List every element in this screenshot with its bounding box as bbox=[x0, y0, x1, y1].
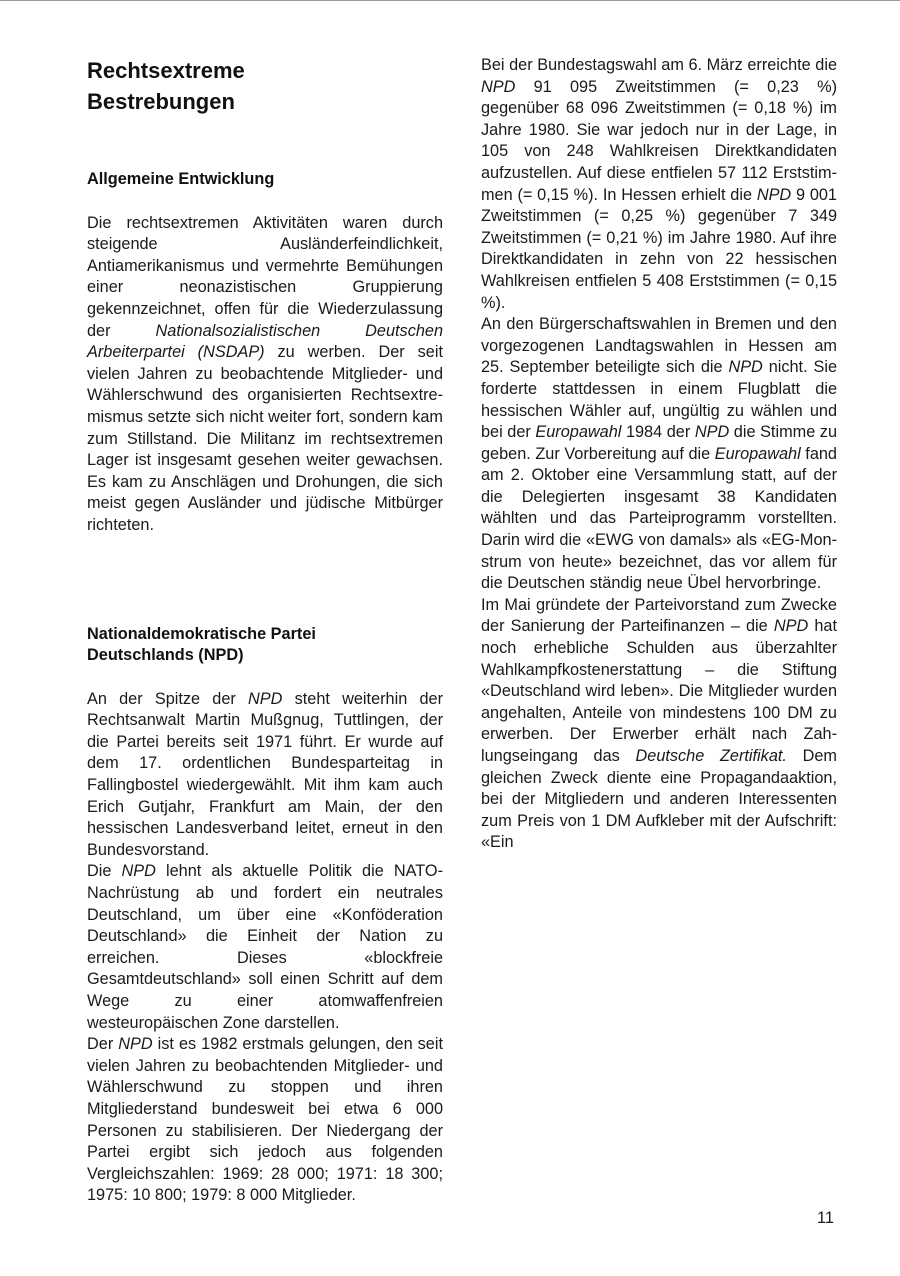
paragraph-allgemeine-entwicklung bbox=[87, 213, 443, 537]
paragraph-npd-stiftung bbox=[481, 595, 837, 854]
text-run: 9 001 Zweitstimmen (= 0,25 %) gegenüber 7 349 Zweitstimmen (= 0,21 %) im Jahre 1980. Auf ihre Direktkandidaten in zehn von 22 hessischen Wahlkreisen entfielen 5 408 Erststimmen (= 0,15 %). bbox=[481, 185, 837, 312]
text-run: Im Mai gründete der Parteivorstand zum Zwecke der Sanierung der Parteifinanzen – die bbox=[481, 595, 837, 636]
paragraph-npd-wahlen-bremen-hessen bbox=[481, 314, 837, 595]
page-title-line-1: Rechtsextreme bbox=[87, 58, 245, 83]
italic-party-name: Nationalsozialistischen Deutschen Arbeiterpartei (NSDAP) bbox=[87, 321, 443, 362]
text-run: Bei der Bundestagswahl am 6. März erreichte die bbox=[481, 56, 837, 74]
section-heading-npd-line-1: Nationaldemokratische Partei bbox=[87, 624, 316, 643]
italic-npd: NPD bbox=[728, 358, 763, 377]
section-heading-allgemeine-entwicklung: Allgemeine Entwicklung bbox=[87, 170, 275, 188]
paragraph-npd-policy bbox=[87, 861, 443, 1034]
italic-npd: NPD bbox=[121, 862, 156, 881]
italic-npd: NPD bbox=[118, 1035, 153, 1054]
text-run: die Stimme zu geben. Zur Vorbereitung auf die bbox=[481, 423, 837, 463]
italic-npd: NPD bbox=[481, 77, 516, 96]
text-run: Der bbox=[87, 1035, 119, 1054]
italic-npd: NPD bbox=[248, 689, 283, 708]
paragraph-npd-leadership bbox=[87, 689, 443, 862]
paragraph-npd-membership bbox=[87, 1034, 443, 1207]
text-run: zu werben. Der seit vielen Jahren zu beobachtende Mitglieder- und Wählerschwund des organisierten Rechtsextremismus setzte sich nicht weiter fort, sondern kam zum Stillstand. Die Militanz im rechtsextremen Lager ist insgesamt gesehen weiter gewachsen. Es kam zu Anschlägen und Drohungen, die sich meist gegen Ausländer und jüdische Mitbürger richteten. bbox=[87, 343, 443, 534]
page-title-line-2: Bestrebungen bbox=[87, 89, 235, 114]
text-run: nicht. Sie forderte stattdessen in einem Flugblatt die hessischen Wähler auf, ungültig zu wählen und bei der bbox=[481, 358, 837, 442]
text-run: Die rechtsextremen Aktivitäten waren durch steigende Ausländerfeindlichkeit, Antiamerikanismus und vermehrte Bemühungen einer neonazistischen Gruppierung gekennzeichnet, offen für die Wiederzulassung der bbox=[87, 213, 443, 340]
text-run: fand am 2. Oktober eine Versammlung statt, auf der die Delegierten insgesamt 38 Kandidaten wählten und das Parteiprogramm vorstellten. Darin wird die «EWG von damals» als «EG-Monstrum von heute» bezeichnet, das vor allem für die Deutschen ständig neue Übel hervorbringe. bbox=[481, 444, 837, 593]
section-heading-npd-line-2: Deutschlands (NPD) bbox=[87, 646, 244, 665]
italic-deutsche-zertifikat: Deutsche Zertifikat. bbox=[635, 747, 787, 765]
top-rule bbox=[0, 0, 900, 1]
left-column bbox=[87, 55, 443, 1207]
text-run: 91 095 Zweitstimmen (= 0,23 %) gegenüber 68 096 Zweitstimmen (= 0,18 %) im Jahre 1980. Sie war jedoch nur in der Lage, in 105 von 248 Wahlkreisen Direktkandidaten aufzustellen. Auf diese entfielen 57 112 Erststimmen (= 0,15 %). In Hessen erhielt die bbox=[481, 77, 837, 204]
text-run: Dem gleichen Zweck diente eine Propagandaaktion, bei der Mitgliedern und anderen Interessenten zum Preis von 1 DM Aufkleber mit der Aufschrift: «Ein bbox=[481, 747, 837, 852]
paragraph-npd-bundestagswahl bbox=[481, 55, 837, 314]
right-column bbox=[481, 55, 837, 854]
italic-npd: NPD bbox=[773, 617, 809, 636]
italic-npd: NPD bbox=[694, 423, 730, 442]
text-run: Die bbox=[87, 862, 122, 881]
italic-europawahl: Europawahl bbox=[714, 444, 801, 463]
italic-europawahl: Europawahl bbox=[535, 423, 622, 442]
text-run: steht weiterhin der Rechtsanwalt Martin Mußgnug, Tuttlingen, der die Partei bereits seit 1971 führt. Er wurde auf dem 17. ordentlichen Bundesparteitag in Fallingbostel wiedergewählt. Mit ihm kam auch Erich Gutjahr, Frankfurt am Main, der den hessischen Landesverband leitet, erneut in den Bundesvorstand. bbox=[87, 689, 444, 859]
text-run: 1984 der bbox=[621, 423, 695, 442]
text-run: lehnt als aktuelle Politik die NATO-Nachrüstung ab und fordert ein neutrales Deutschland, um über eine «Konföderation Deutschland» die Einheit der Nation zu erreichen. Dieses «blockfreie Gesamtdeutschland» soll einen Schritt auf dem Wege zu einer atomwaffenfreien westeuropäischen Zone darstellen. bbox=[87, 862, 443, 1032]
text-run: ist es 1982 erstmals gelungen, den seit vielen Jahren zu beobachtenden Mitglieder- und Wählerschwund zu stoppen und ihren Mitgliederstand bundesweit bei etwa 6 000 Personen zu stabilisieren. Der Niedergang der Partei ergibt sich jedoch aus folgenden Vergleichszahlen: 1969: 28 000; 1971: 18 300; 1975: 10 800; 1979: 8 000 Mitglieder. bbox=[87, 1035, 444, 1205]
italic-npd: NPD bbox=[756, 185, 792, 204]
text-run: hat noch erhebliche Schulden aus überzahlter Wahlkampfkostenerstattung – die Stiftung «Deutschland wird leben». Die Mitglieder wurden angehalten, Anteile von mindestens 100 DM zu erwerben. Der Erwerber erhält nach Zahlungseingang das bbox=[481, 617, 837, 765]
text-run: An den Bürgerschaftswahlen in Bremen und den vorgezogenen Landtagswahlen in Hessen am 25. September beteiligte sich die bbox=[481, 315, 837, 377]
text-run: An der Spitze der bbox=[87, 689, 249, 708]
section-heading-npd bbox=[87, 624, 443, 667]
page-number: 11 bbox=[817, 1209, 834, 1227]
page-title bbox=[87, 55, 443, 117]
